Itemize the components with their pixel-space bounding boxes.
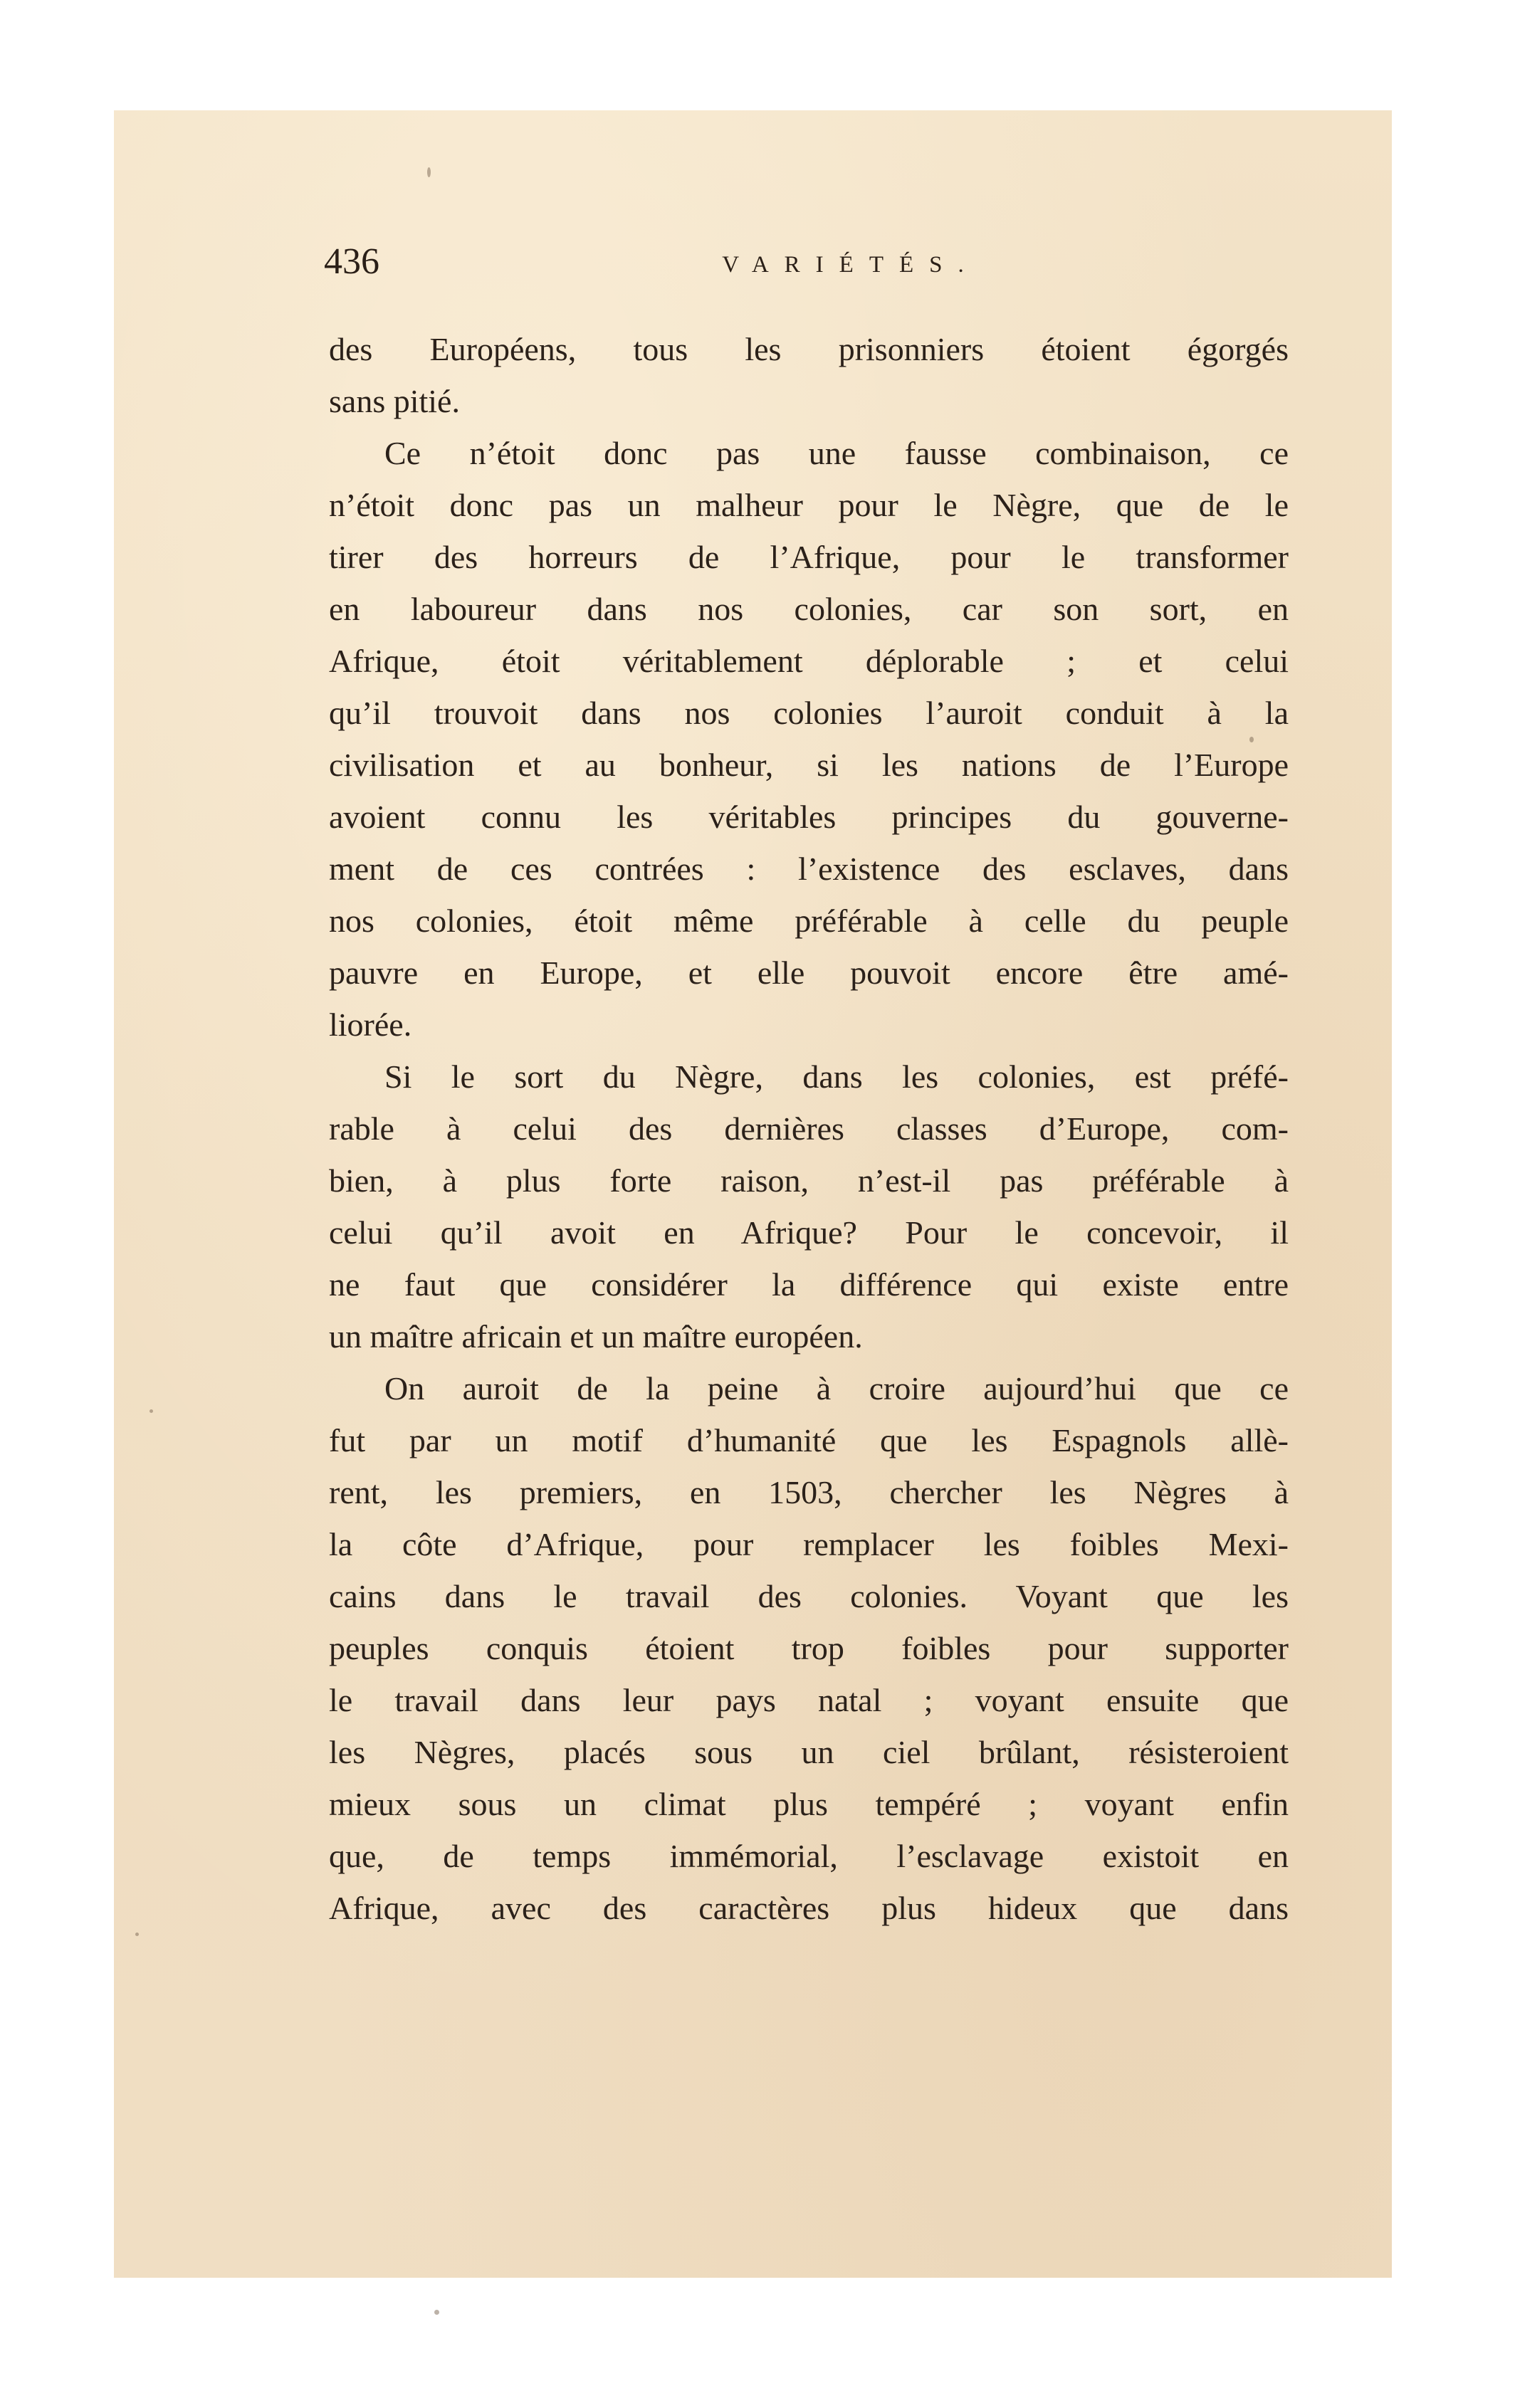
text-line: On auroit de la peine à croire aujourd’hui que ce	[384, 1370, 1289, 1407]
page-header	[324, 241, 1292, 290]
page-number: 436	[324, 241, 379, 282]
text-line: en laboureur dans nos colonies, car son sort, en	[329, 591, 1289, 627]
text-line: que, de temps immémorial, l’esclavage existoit en	[329, 1838, 1289, 1874]
text-line: mieux sous un climat plus tempéré ; voyant enfin	[329, 1786, 1289, 1822]
text-line: nos colonies, étoit même préférable à celle du peuple	[329, 903, 1289, 939]
text-line: tirer des horreurs de l’Afrique, pour le transformer	[329, 539, 1289, 575]
text-line: n’étoit donc pas un malheur pour le Nègre, que de le	[329, 487, 1289, 523]
text-line: rent, les premiers, en 1503, chercher les Nègres à	[329, 1474, 1289, 1510]
text-line: celui qu’il avoit en Afrique? Pour le concevoir, il	[329, 1214, 1289, 1251]
text-line: Afrique, étoit véritablement déplorable ; et celui	[329, 643, 1289, 679]
text-line: qu’il trouvoit dans nos colonies l’auroit conduit à la	[329, 695, 1289, 731]
text-line: pauvre en Europe, et elle pouvoit encore être amé-	[329, 955, 1289, 991]
text-line: des Européens, tous les prisonniers étoient égorgés	[329, 331, 1289, 367]
text-line: ment de ces contrées : l’existence des esclaves, dans	[329, 851, 1289, 887]
running-title: VARIÉTÉS.	[722, 252, 980, 278]
text-line: Ce n’étoit donc pas une fausse combinaison, ce	[384, 435, 1289, 471]
body-text	[329, 323, 1289, 1934]
text-line: rable à celui des dernières classes d’Europe, com-	[329, 1110, 1289, 1147]
text-line: le travail dans leur pays natal ; voyant ensuite que	[329, 1682, 1289, 1718]
text-line: peuples conquis étoient trop foibles pour supporter	[329, 1630, 1289, 1666]
text-line: cains dans le travail des colonies. Voyant que les	[329, 1578, 1289, 1614]
text-line: Si le sort du Nègre, dans les colonies, est préfé-	[384, 1058, 1289, 1095]
text-line: la côte d’Afrique, pour remplacer les foibles Mexi-	[329, 1526, 1289, 1562]
text-line: bien, à plus forte raison, n’est-il pas préférable à	[329, 1162, 1289, 1199]
text-line: avoient connu les véritables principes du gouverne-	[329, 799, 1289, 835]
text-line: civilisation et au bonheur, si les nations de l’Europe	[329, 747, 1289, 783]
text-line: sans pitié.	[329, 383, 460, 419]
text-line: les Nègres, placés sous un ciel brûlant, résisteroient	[329, 1734, 1289, 1770]
text-line: un maître africain et un maître européen.	[329, 1318, 863, 1355]
text-line: ne faut que considérer la différence qui existe entre	[329, 1266, 1289, 1303]
text-line: Afrique, avec des caractères plus hideux que dans	[329, 1890, 1289, 1926]
text-line: liorée.	[329, 1006, 412, 1043]
text-line: fut par un motif d’humanité que les Espagnols allè-	[329, 1422, 1289, 1458]
